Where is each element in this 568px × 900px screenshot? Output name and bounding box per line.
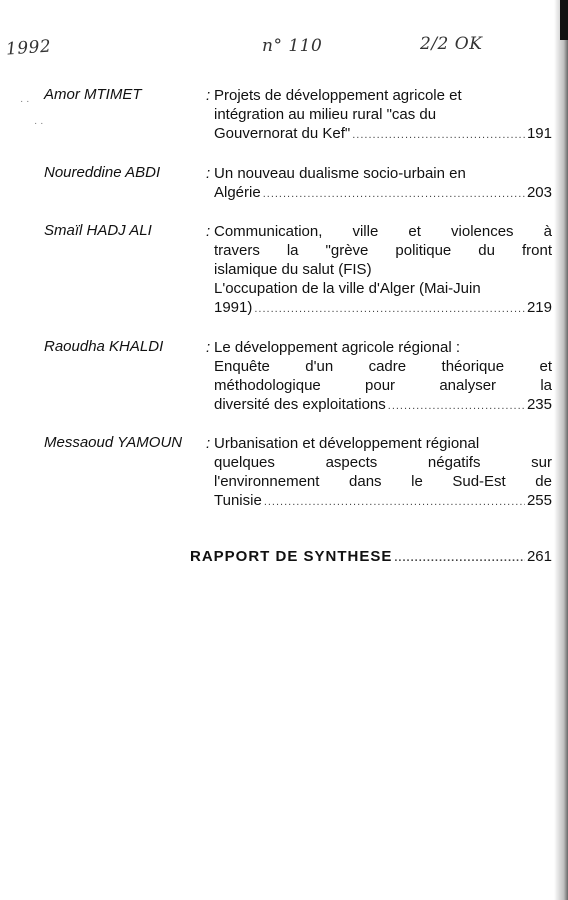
page-number: 203 <box>526 184 552 201</box>
dot-leader <box>264 493 525 512</box>
title-last-line <box>214 183 552 202</box>
entry-title <box>206 222 552 317</box>
title-line: l'environnement dans le Sud-Est de <box>214 473 552 490</box>
title-line: L'occupation de la ville d'Alger (Mai-Juin <box>214 280 481 297</box>
entry-author: Raoudha KHALDI <box>44 338 164 355</box>
title-line: Le développement agricole régional : <box>214 339 460 356</box>
title-last-line <box>214 491 552 510</box>
title-line: Gouvernorat du Kef" <box>214 125 351 142</box>
entry-colon: : <box>206 435 211 452</box>
entry-title <box>206 164 552 202</box>
synthese-entry <box>190 548 552 565</box>
title-line: quelques aspects négatifs sur <box>214 454 552 471</box>
entry-title <box>206 338 552 414</box>
dot-leader <box>394 552 525 564</box>
page-number: 261 <box>526 548 552 565</box>
title-line: islamique du salut (FIS) <box>214 261 372 278</box>
title-line: Enquête d'un cadre théorique et <box>214 358 552 375</box>
title-line: Un nouveau dualisme socio-urbain en <box>214 165 466 182</box>
title-line: méthodologique pour analyser la <box>214 377 552 394</box>
title-line: 1991) <box>214 299 253 316</box>
entry-author: Smaïl HADJ ALI <box>44 222 152 239</box>
page-number: 191 <box>526 125 552 142</box>
dot-leader <box>388 397 525 416</box>
entry-author: Noureddine ABDI <box>44 164 161 181</box>
entry-colon: : <box>206 165 211 182</box>
title-line: Communication, ville et violences à <box>214 223 552 240</box>
dot-leader <box>263 185 525 204</box>
synthese-label: RAPPORT DE SYNTHESE <box>190 548 393 565</box>
scan-speck: · · <box>20 96 30 107</box>
page-edge-shadow <box>554 0 568 900</box>
entry-title <box>206 434 552 510</box>
entry-colon: : <box>206 223 211 240</box>
title-line: Algérie <box>214 184 261 201</box>
entry-author: Amor MTIMET <box>44 86 142 103</box>
entry-colon: : <box>206 339 211 356</box>
title-last-line <box>214 395 552 414</box>
page-number: 255 <box>526 492 552 509</box>
title-last-line <box>214 298 552 317</box>
page-number: 235 <box>526 396 552 413</box>
handwritten-issue-number: n° 110 <box>262 36 323 56</box>
page-number: 219 <box>526 299 552 316</box>
entry-title <box>206 86 552 143</box>
scan-speck: · · <box>34 118 44 129</box>
title-line: travers la "grève politique du front <box>214 242 552 259</box>
handwritten-status: 2/2 OK <box>420 34 483 54</box>
title-line: Projets de développement agricole et <box>214 87 462 104</box>
entry-author: Messaoud YAMOUN <box>44 434 183 451</box>
dot-leader <box>254 300 525 319</box>
title-line: diversité des exploitations <box>214 396 386 413</box>
entry-colon: : <box>206 87 211 104</box>
page-edge-mark <box>560 0 568 40</box>
title-line: Urbanisation et développement régional <box>214 435 480 452</box>
title-line: intégration au milieu rural "cas du <box>214 106 437 123</box>
title-line: Tunisie <box>214 492 262 509</box>
handwritten-year: 1992 <box>5 36 52 60</box>
title-last-line <box>214 124 552 143</box>
dot-leader <box>352 126 525 145</box>
